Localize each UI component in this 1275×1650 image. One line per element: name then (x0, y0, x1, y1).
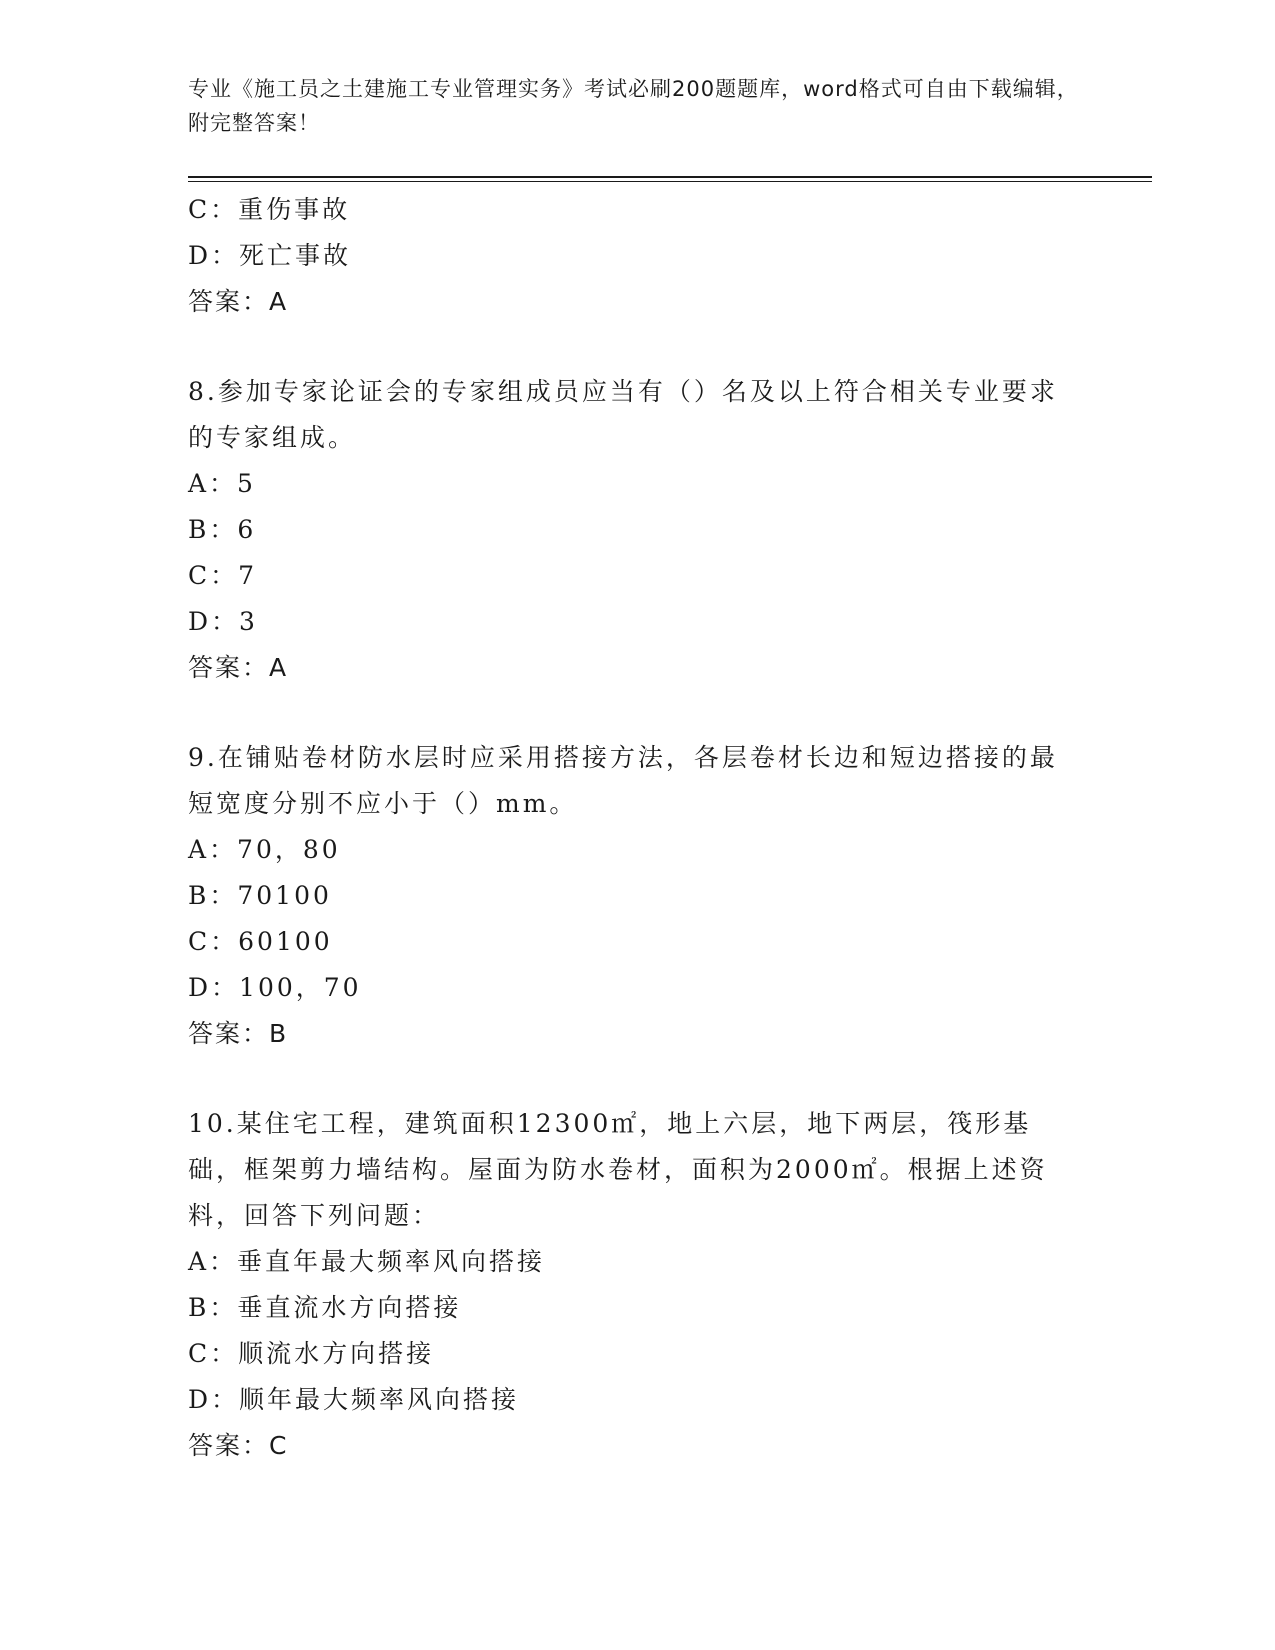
option-c: C：60100 (188, 927, 333, 956)
option-b: B：6 (188, 515, 257, 544)
question-9 (188, 735, 1068, 1057)
option-c: C：重伤事故 (188, 195, 351, 224)
question-stem: 10.某住宅工程，建筑面积12300㎡，地上六层，地下两层，筏形基础，框架剪力墙结构。屋面为防水卷材，面积为2000㎡。根据上述资料，回答下列问题： (188, 1109, 1048, 1230)
spacer (188, 325, 1068, 369)
header-divider-thick (188, 176, 1152, 178)
option-d: D：3 (188, 607, 258, 636)
option-b: B：70100 (188, 881, 332, 910)
question-10 (188, 1101, 1068, 1469)
question-stem: 9.在铺贴卷材防水层时应采用搭接方法，各层卷材长边和短边搭接的最短宽度分别不应小于（）mm。 (188, 743, 1058, 818)
option-c: C：7 (188, 561, 258, 590)
spacer (188, 691, 1068, 735)
spacer (188, 1057, 1068, 1101)
option-d: D：死亡事故 (188, 241, 352, 270)
option-a: A：垂直年最大频率风向搭接 (188, 1247, 546, 1276)
option-c: C：顺流水方向搭接 (188, 1339, 435, 1368)
answer-line: 答案：A (188, 287, 289, 316)
question-stem: 8.参加专家论证会的专家组成员应当有（）名及以上符合相关专业要求的专家组成。 (188, 377, 1058, 452)
partial-question (188, 187, 1068, 325)
document-header: 专业《施工员之土建施工专业管理实务》考试必刷200题题库，word格式可自由下载编辑，附完整答案！ (188, 77, 1079, 135)
option-a: A：5 (188, 469, 256, 498)
option-a: A：70，80 (188, 835, 341, 864)
option-d: D：顺年最大频率风向搭接 (188, 1385, 520, 1414)
option-b: B：垂直流水方向搭接 (188, 1293, 462, 1322)
option-d: D：100，70 (188, 973, 362, 1002)
question-8 (188, 369, 1068, 691)
document-body (188, 187, 1068, 1469)
answer-line: 答案：A (188, 653, 289, 682)
header-divider-thin (188, 181, 1152, 182)
answer-line: 答案：C (188, 1431, 289, 1460)
answer-line: 答案：B (188, 1019, 289, 1048)
